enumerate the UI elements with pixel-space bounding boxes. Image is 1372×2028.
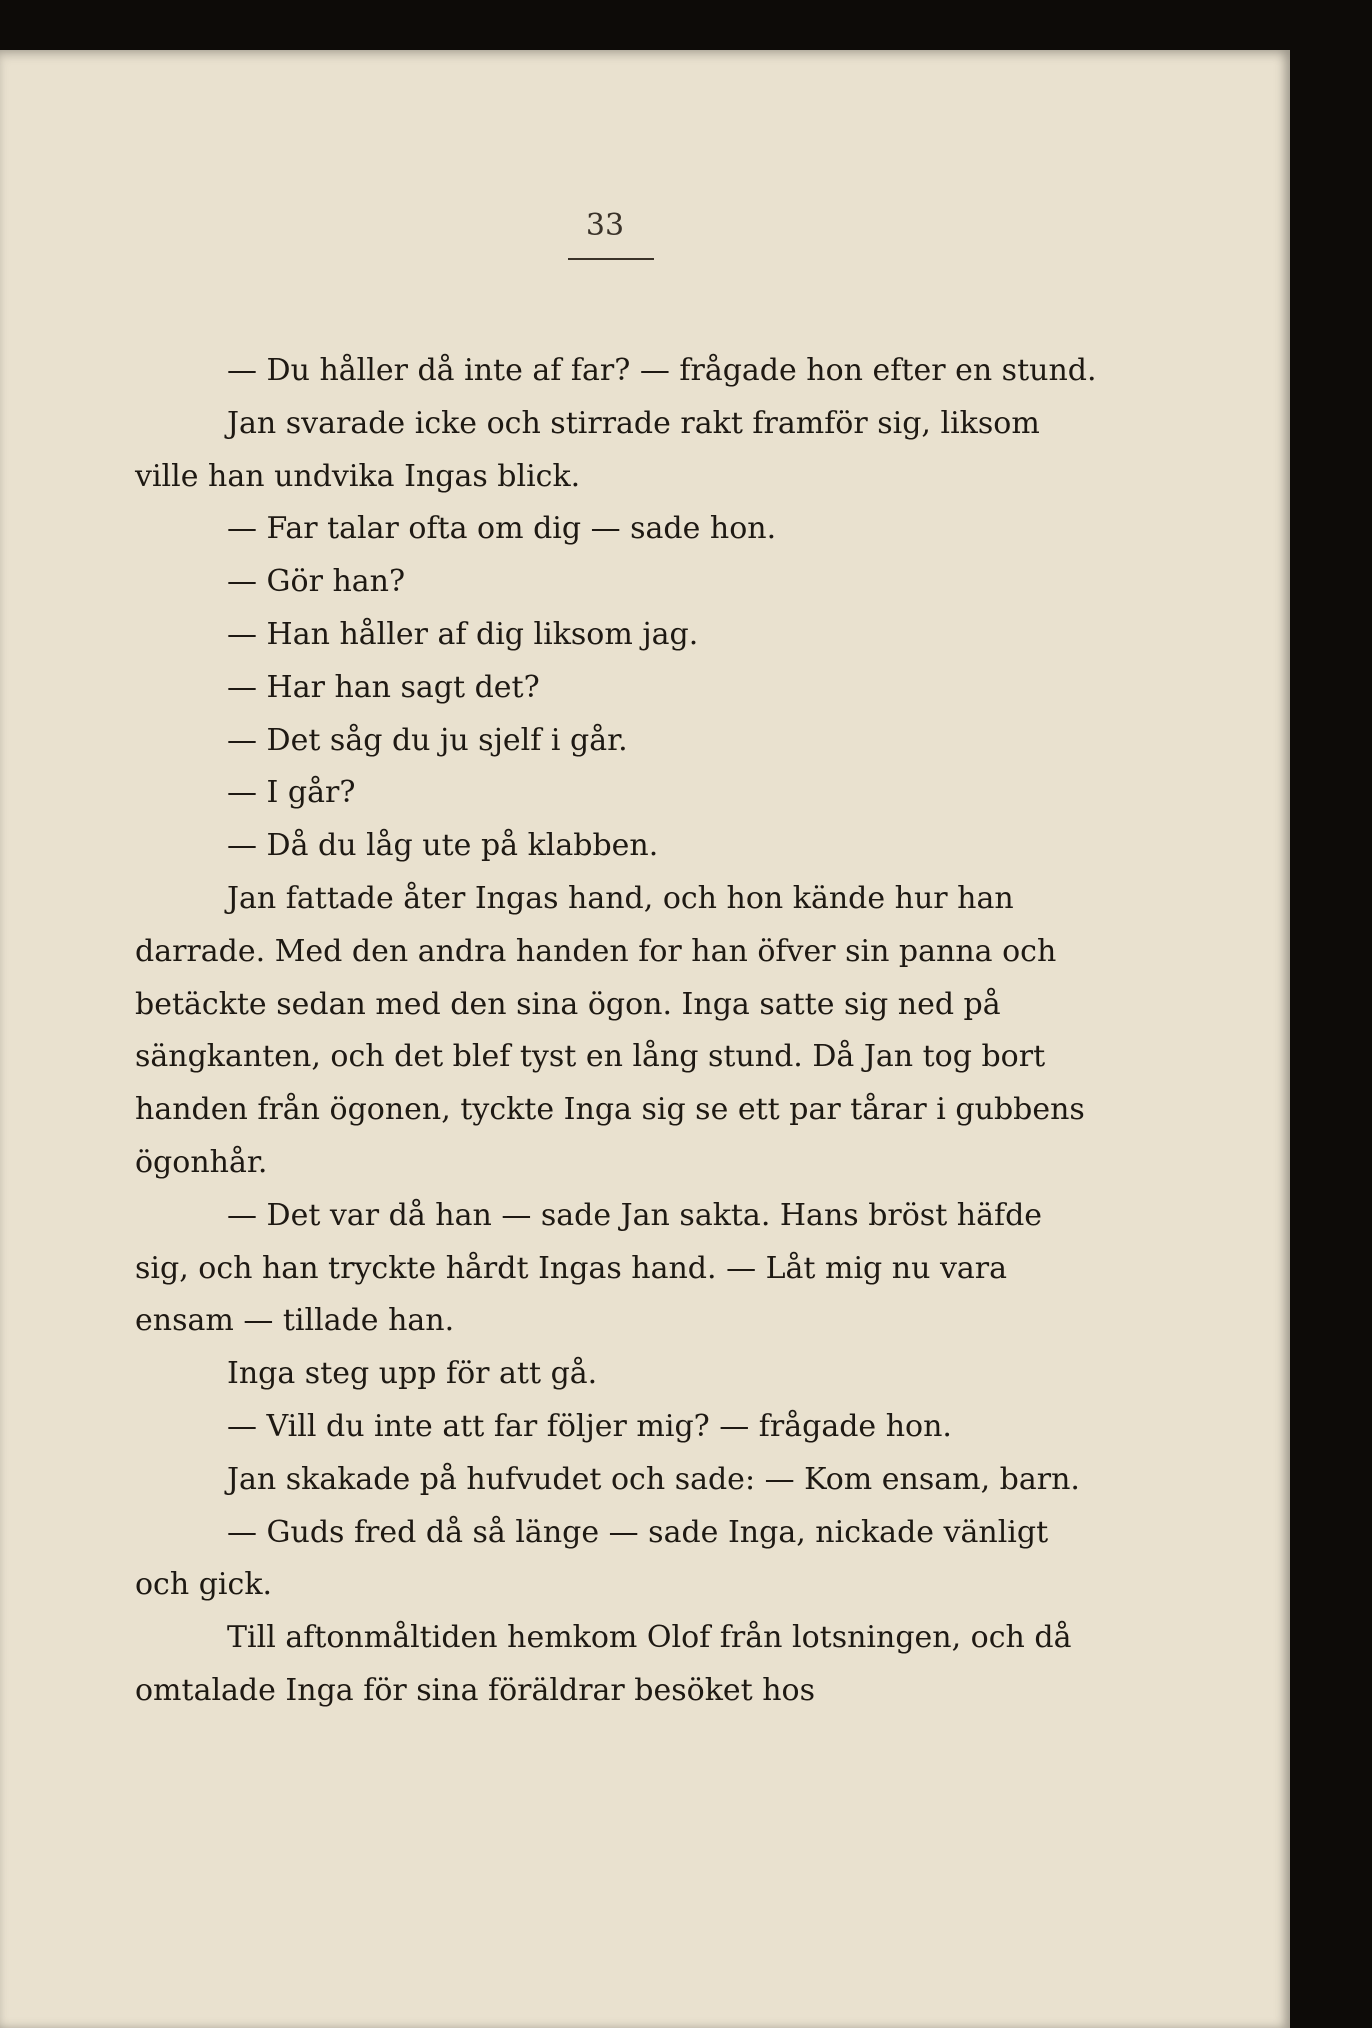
- paragraph: Till aftonmåltiden hemkom Olof från lotsningen, och då omtalade Inga för sina föräldrar besöket hos: [135, 1620, 1072, 1708]
- paragraph: Jan skakade på hufvudet och sade: — Kom ensam, barn.: [227, 1461, 1080, 1497]
- paragraph: — Har han sagt det?: [227, 669, 540, 705]
- body-text: [135, 345, 1100, 1718]
- paragraph: — Han håller af dig liksom jag.: [227, 616, 699, 652]
- paragraph: Jan fattade åter Ingas hand, och hon kände hur han darrade. Med den andra handen for han öfver sin panna och betäckte sedan med den sina ögon. Inga satte sig ned på sängkanten, och det blef tyst en lång stund. Då Jan tog bort handen från ögonen, tyckte Inga sig se ett par tårar i gubbens ögonhår.: [135, 880, 1085, 1180]
- paragraph: — Då du låg ute på klabben.: [227, 828, 659, 864]
- paragraph: — Vill du inte att far följer mig? — frågade hon.: [227, 1408, 952, 1444]
- book-page: [0, 50, 1290, 2028]
- paragraph: — Det såg du ju sjelf i går.: [227, 722, 628, 758]
- paragraph: — Far talar ofta om dig — sade hon.: [227, 511, 777, 547]
- paragraph: — Guds fred då så länge — sade Inga, nickade vänligt och gick.: [135, 1514, 1049, 1603]
- page-number: 33: [585, 208, 625, 243]
- paragraph: — I går?: [227, 775, 356, 811]
- paragraph: — Det var då han — sade Jan sakta. Hans bröst häfde sig, och han tryckte hårdt Ingas hand. — Låt mig nu vara ensam — tillade han.: [135, 1197, 1043, 1339]
- paragraph: Jan svarade icke och stirrade rakt framför sig, liksom ville han undvika Ingas blick.: [135, 405, 1040, 494]
- paragraph: Inga steg upp för att gå.: [227, 1356, 598, 1392]
- paragraph: — Gör han?: [227, 564, 406, 600]
- page-number-rule: [568, 258, 654, 260]
- paragraph: — Du håller då inte af far? — frågade hon efter en stund.: [227, 353, 1097, 388]
